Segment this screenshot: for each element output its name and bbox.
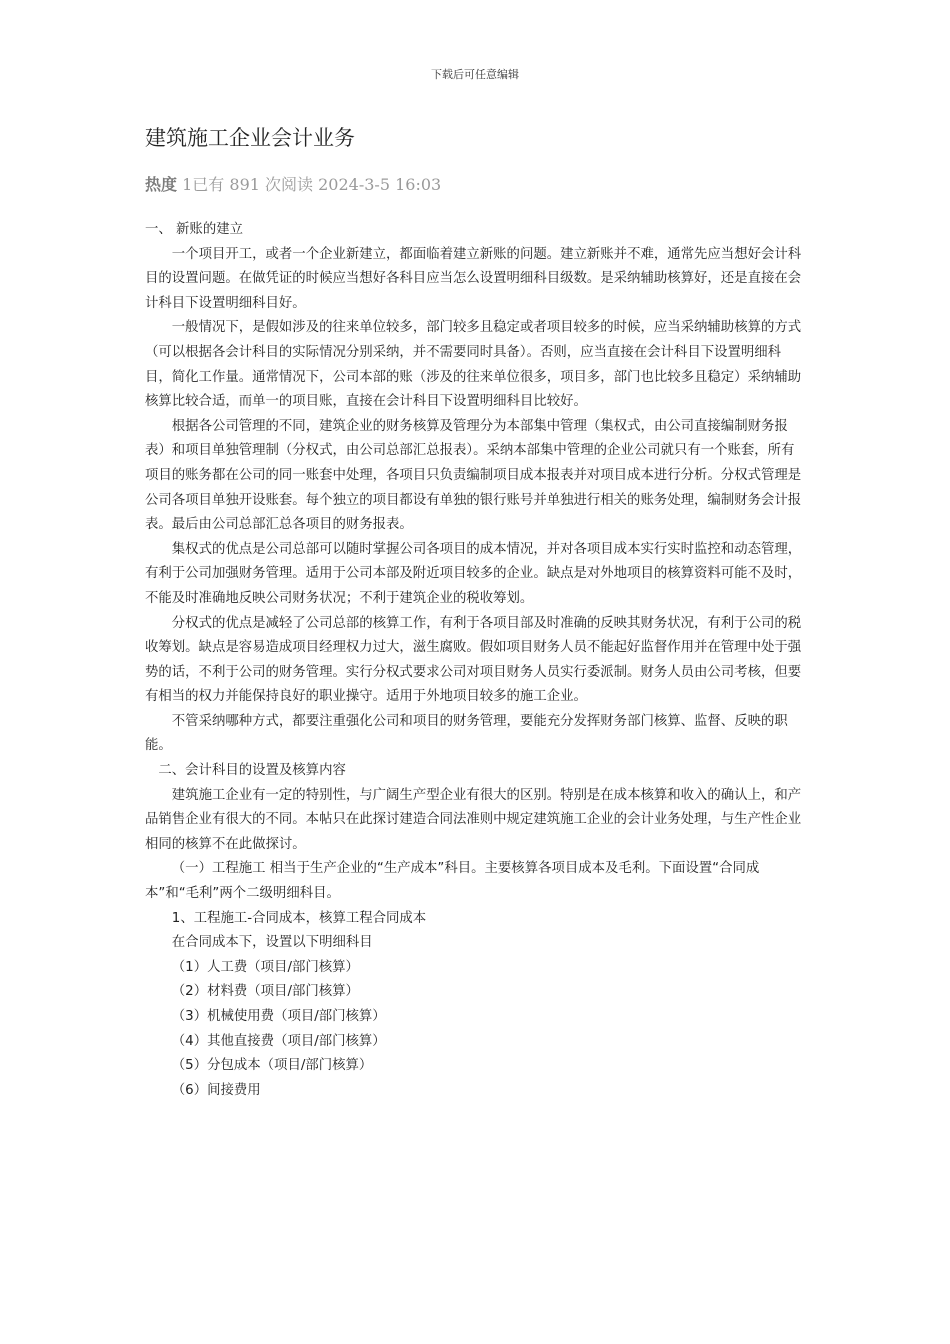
list-item: （4）其他直接费（项目/部门核算）: [171, 1033, 386, 1049]
paragraph: 分权式的优点是减轻了公司总部的核算工作，有利于各项目部及时准确的反映其财务状况，有利于公司的税收筹划。缺点是容易造成项目经理权力过大，滋生腐败。假如项目财务人员不能起好监督作用并在管理中处于强势的话，不利于公司的财务管理。实行分权式要求公司对项目财务人员实行委派制。财务人员由公司考核，但要有相当的权力并能保持良好的职业操守。适用于外地项目较多的施工企业。: [145, 615, 802, 705]
article-body: [145, 218, 807, 1103]
post-datetime: 2024-3-5 16:03: [318, 175, 442, 194]
article-meta: [145, 172, 441, 195]
list-item: （1）人工费（项目/部门核算）: [171, 959, 359, 975]
section-heading-2: 二、会计科目的设置及核算内容: [158, 763, 346, 779]
heat-label: 热度: [145, 175, 178, 194]
heat-value: 1: [182, 175, 193, 194]
list-item: （5）分包成本（项目/部门核算）: [171, 1058, 373, 1074]
article-title: 建筑施工企业会计业务: [145, 126, 355, 150]
paragraph: 一个项目开工，或者一个企业新建立，都面临着建立新账的问题。建立新账并不难，通常先应当想好会计科目的设置问题。在做凭证的时候应当想好各科目应当怎么设置明细科目级数。是采纳辅助核算好，还是直接在会计科目下设置明细科目好。: [145, 246, 802, 311]
paragraph: 集权式的优点是公司总部可以随时掌握公司各项目的成本情况，并对各项目成本实行实时监控和动态管理，有利于公司加强财务管理。适用于公司本部及附近项目较多的企业。缺点是对外地项目的核算资料可能不及时，不能及时准确地反映公司财务状况；不利于建筑企业的税收筹划。: [145, 541, 802, 606]
section-heading-1: 一、 新账的建立: [145, 222, 243, 237]
list-item: （6）间接费用: [171, 1082, 261, 1098]
list-item: （3）机械使用费（项目/部门核算）: [171, 1009, 386, 1024]
paragraph: 一般情况下，是假如涉及的往来单位较多，部门较多且稳定或者项目较多的时候，应当采纳辅助核算的方式（可以根据各会计科目的实际情况分别采纳，并不需要同时具备）。否则，应当直接在会计科目下设置明细科目，简化工作量。通常情况下，公司本部的账（涉及的往来单位很多，项目多，部门也比较多且稳定）采纳辅助核算比较合适，而单一的项目账，直接在会计科目下设置明细科目比较好。: [145, 320, 802, 410]
list-item: （2）材料费（项目/部门核算）: [171, 984, 359, 1000]
paragraph: 建筑施工企业有一定的特别性，与广阔生产型企业有很大的区别。特别是在成本核算和收入的确认上，和产品销售企业有很大的不同。本帖只在此探讨建造合同法准则中规定建筑施工企业的会计业务处理，与生产性企业相同的核算不在此做探讨。: [145, 787, 802, 852]
subsection-heading: 1、工程施工-合同成本，核算工程合同成本: [171, 910, 427, 926]
read-count: 已有 891 次阅读: [192, 175, 314, 194]
paragraph: 不管采纳哪种方式，都要注重强化公司和项目的财务管理，要能充分发挥财务部门核算、监督、反映的职能。: [145, 713, 788, 754]
paragraph: （一）工程施工 相当于生产企业的“生产成本”科目。主要核算各项目成本及毛利。下面设置“合同成本”和“毛利”两个二级明细科目。: [145, 861, 760, 902]
paragraph: 根据各公司管理的不同，建筑企业的财务核算及管理分为本部集中管理（集权式，由公司直接编制财务报表）和项目单独管理制（分权式，由公司总部汇总报表）。采纳本部集中管理的企业公司就只有一个账套，所有项目的账务都在公司的同一账套中处理，各项目只负责编制项目成本报表并对项目成本进行分析。分权式管理是公司各项目单独开设账套。每个独立的项目都设有单独的银行账号并单独进行相关的账务处理，编制财务会计报表。最后由公司总部汇总各项目的财务报表。: [145, 418, 802, 533]
page-header-note: 下载后可任意编辑: [431, 68, 519, 81]
paragraph: 在合同成本下，设置以下明细科目: [171, 935, 373, 951]
